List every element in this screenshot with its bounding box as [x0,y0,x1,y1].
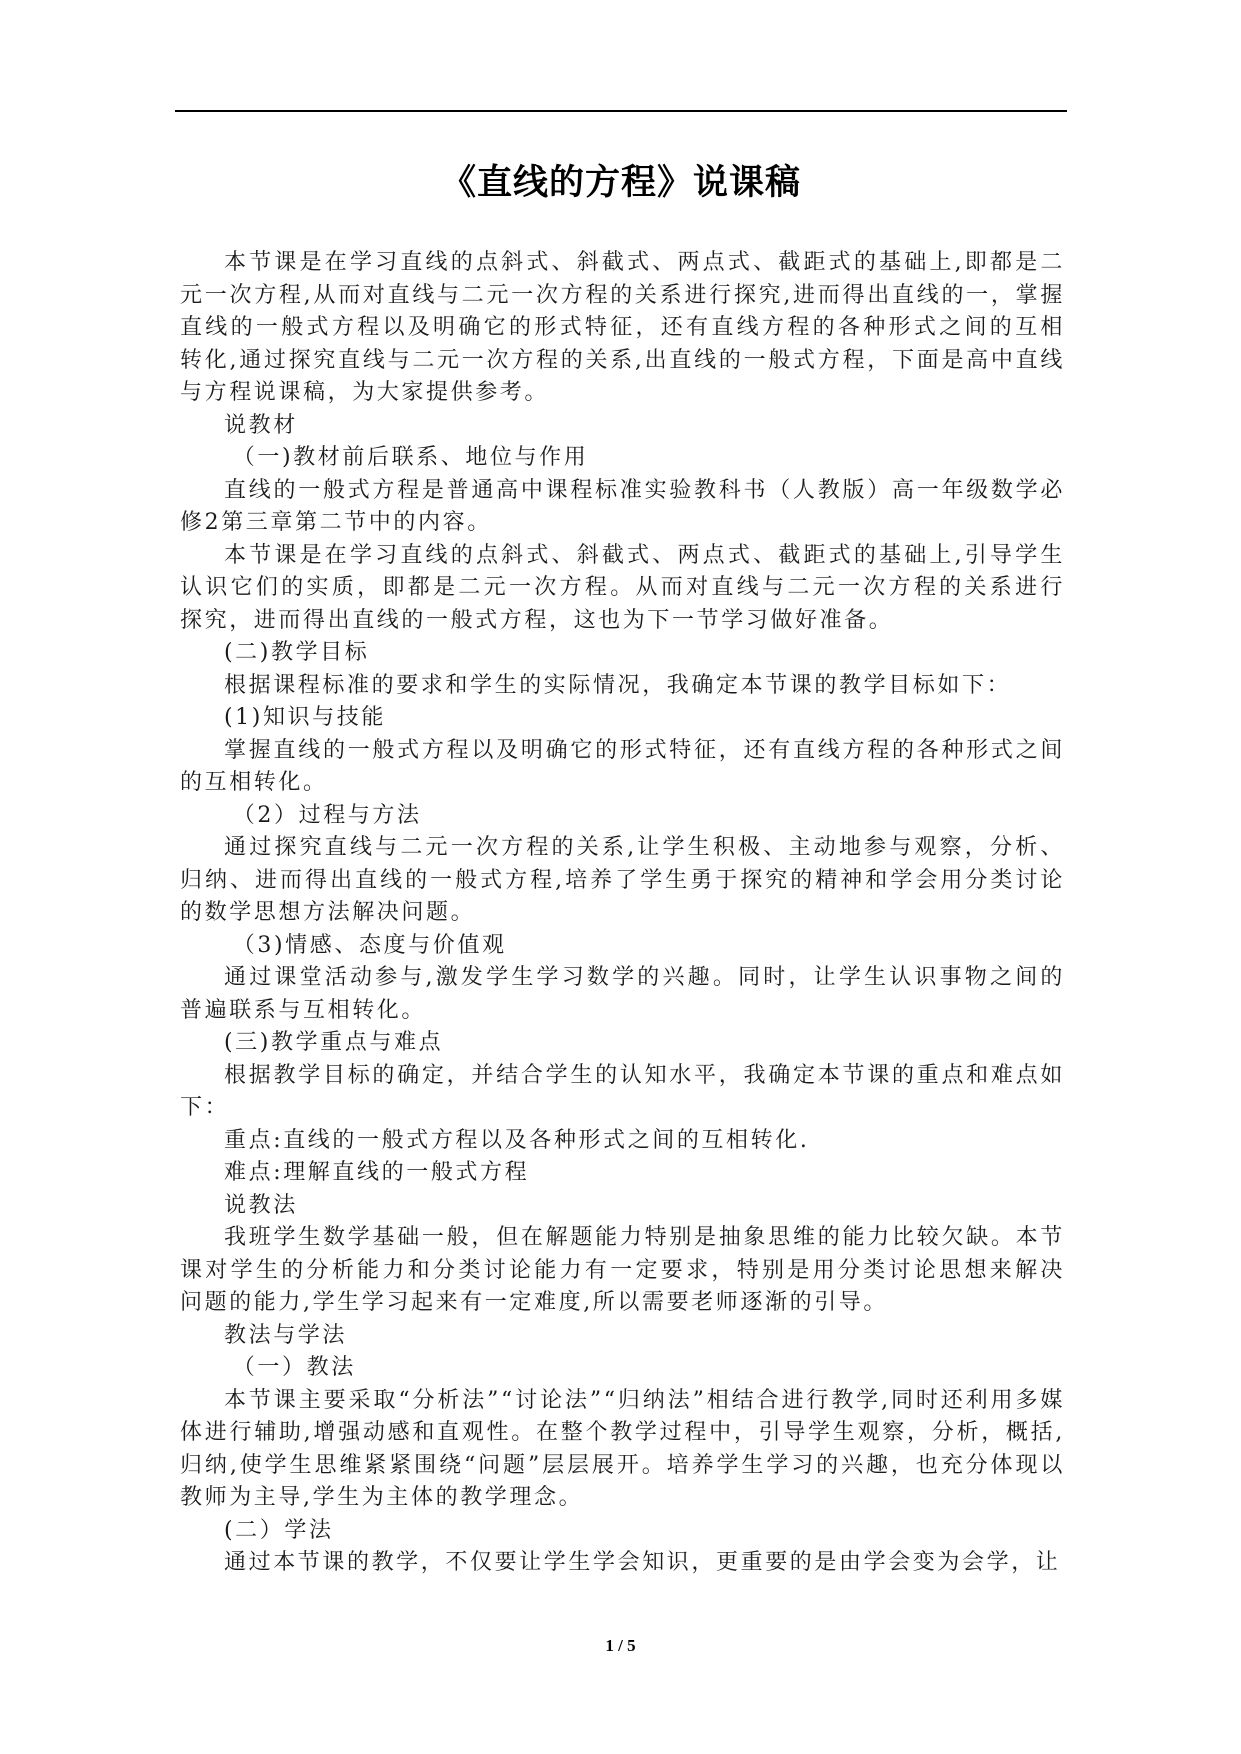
document-title: 《直线的方程》说课稿 [440,163,801,203]
paragraph: 重点:直线的一般式方程以及各种形式之间的互相转化. [224,1127,810,1153]
subsection-heading: （3)情感、态度与价值观 [232,932,507,958]
subsection-heading: (1)知识与技能 [224,705,386,730]
paragraph: 通过本节课的教学，不仅要让学生学会知识，更重要的是由学会变为会学，让 [224,1550,1061,1575]
subsection-heading: (二)教学目标 [224,640,370,665]
subsection-heading: （一)教材前后联系、地位与作用 [232,445,589,470]
section-heading: 说教材 [224,412,298,438]
subsection-heading: （2）过程与方法 [232,802,422,828]
paragraph: 根据课程标准的要求和学生的实际情况，我确定本节课的教学目标如下： [224,672,1012,698]
paragraph: 难点:理解直线的一般式方程 [224,1160,530,1185]
paragraph: 通过课堂活动参与,激发学生学习数学的兴趣。同时，让学生认识事物之间的普遍联系与互相转化。 [180,965,1065,1023]
paragraph: 掌握直线的一般式方程以及明确它的形式特征，还有直线方程的各种形式之间的互相转化。 [180,737,1065,795]
paragraph: 通过探究直线与二元一次方程的关系,让学生积极、主动地参与观察，分析、归纳、进而得出直线的一般式方程,培养了学生勇于探究的精神和学会用分类讨论的数学思想方法解决问题。 [180,835,1065,925]
subsection-heading: (二）学法 [224,1517,334,1543]
paragraph: 根据教学目标的确定，并结合学生的认知水平，我确定本节课的重点和难点如下： [180,1062,1065,1120]
paragraph: 本节课是在学习直线的点斜式、斜截式、两点式、截距式的基础上,引导学生认识它们的实质，即都是二元一次方程。从而对直线与二元一次方程的关系进行探究，进而得出直线的一般式方程，这也为下一节学习做好准备。 [180,542,1065,633]
paragraph: 本节课主要采取“分析法”“讨论法”“归纳法”相结合进行教学,同时还利用多媒体进行辅助,增强动感和直观性。在整个教学过程中，引导学生观察，分析，概括,归纳,使学生思维紧紧围绕“问题”层层展开。培养学生学习的兴趣，也充分体现以教师为主导,学生为主体的教学理念。 [180,1387,1065,1510]
paragraph: 直线的一般式方程是普通高中课程标准实验教科书（人教版）高一年级数学必修2第三章第二节中的内容。 [180,477,1065,535]
subsection-heading: (三)教学重点与难点 [224,1030,444,1055]
document-body [180,247,1065,1580]
header-rule [175,110,1067,112]
intro-paragraph: 本节课是在学习直线的点斜式、斜截式、两点式、截距式的基础上,即都是二元一次方程,从而对直线与二元一次方程的关系进行探究,进而得出直线的一，掌握直线的一般式方程以及明确它的形式特征，还有直线方程的各种形式之间的互相转化,通过探究直线与二元一次方程的关系,出直线的一般式方程，下面是高中直线与方程说课稿，为大家提供参考。 [180,250,1065,405]
subsection-heading: （一）教法 [232,1355,356,1380]
paragraph: 我班学生数学基础一般，但在解题能力特别是抽象思维的能力比较欠缺。本节课对学生的分析能力和分类讨论能力有一定要求，特别是用分类讨论思想来解决问题的能力,学生学习起来有一定难度,所以需要老师逐渐的引导。 [180,1225,1065,1315]
page-number: 1 / 5 [605,1636,636,1655]
section-heading: 说教法 [224,1192,298,1218]
section-heading: 教法与学法 [224,1322,348,1348]
